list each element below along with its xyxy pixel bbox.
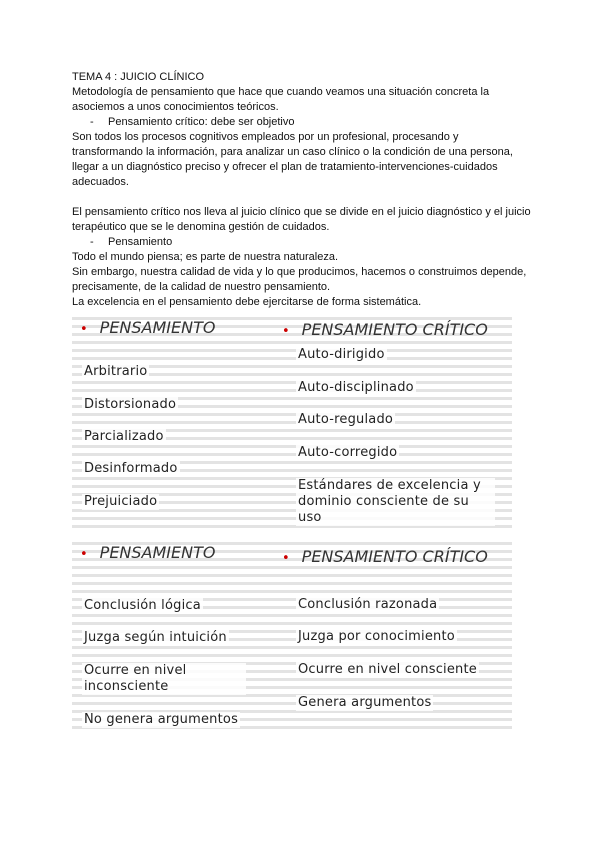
paragraph-3: El pensamiento crítico nos lleva al juicio clínico que se divide en el juicio diagnóstico y el juicio terapéutico que se le denomina gestión de cuidados. xyxy=(72,206,531,233)
table2-left-item: Conclusión lógica xyxy=(84,598,201,613)
document-title: TEMA 4 : JUICIO CLÍNICO xyxy=(72,71,205,83)
table1-left-item: Prejuiciado xyxy=(84,494,158,509)
bullet-icon: • xyxy=(282,551,290,566)
table2-left-item: Juzga según intuición xyxy=(84,630,227,645)
table1-right-item: Auto-disciplinado xyxy=(298,380,414,395)
dash-item-2: - Pensamiento xyxy=(90,236,173,248)
table1-left-item: Desinformado xyxy=(84,461,178,476)
table1-right-item: Auto-corregido xyxy=(298,445,398,460)
table2-left-item: Ocurre en nivel inconsciente xyxy=(82,663,246,695)
table2-right-header: • PENSAMIENTO CRÍTICO xyxy=(282,547,488,566)
paragraph-5: Sin embargo, nuestra calidad de vida y lo que producimos, hacemos o construimos depende, precisamente, de la calidad de nuestro pensamiento. xyxy=(72,266,527,293)
table1-right-item: Auto-dirigido xyxy=(298,347,385,362)
table1-right-item: Auto-regulado xyxy=(298,412,394,427)
table2-right-item: Ocurre en nivel consciente xyxy=(298,662,477,677)
table1-left-header: • PENSAMIENTO xyxy=(80,318,216,337)
table2-left-header: • PENSAMIENTO xyxy=(80,543,216,562)
paragraph-4: Todo el mundo piensa; es parte de nuestra naturaleza. xyxy=(72,251,339,263)
dash-marker: - xyxy=(90,236,94,248)
table2-left-item: No genera argumentos xyxy=(84,712,239,727)
table2-right-item: Genera argumentos xyxy=(298,695,432,710)
dash-marker: - xyxy=(90,116,94,128)
paragraph-2: Son todos los procesos cognitivos empleados por un profesional, procesando y transformando la información, para analizar un caso clínico o la condición de una persona, llegar a un diagnóstico preciso y ofrecer el plan de tratamiento-intervenciones-cuidados adecuados. xyxy=(72,131,513,188)
table1-left-item: Parcializado xyxy=(84,429,164,444)
table2-right-item: Juzga por conocimiento xyxy=(298,629,455,644)
comparison-table-1 xyxy=(72,312,512,528)
bullet-icon: • xyxy=(80,547,88,562)
table1-right-item: Estándares de excelencia y dominio consciente de su uso xyxy=(296,478,495,526)
comparison-table-2 xyxy=(72,537,512,733)
paragraph-6: La excelencia en el pensamiento debe ejercitarse de forma sistemática. xyxy=(72,296,422,308)
document-body xyxy=(72,70,532,310)
paragraph-1: Metodología de pensamiento que hace que cuando veamos una situación concreta la asociemos a unos conocimientos teóricos. xyxy=(72,86,490,113)
table1-left-item: Arbitrario xyxy=(84,364,148,379)
table2-right-item: Conclusión razonada xyxy=(298,597,438,612)
table1-left-item: Distorsionado xyxy=(84,397,177,412)
bullet-icon: • xyxy=(80,322,88,337)
bullet-icon: • xyxy=(282,324,290,339)
dash-item-1: - Pensamiento crítico: debe ser objetivo xyxy=(90,116,295,128)
table1-right-header: • PENSAMIENTO CRÍTICO xyxy=(282,320,488,339)
